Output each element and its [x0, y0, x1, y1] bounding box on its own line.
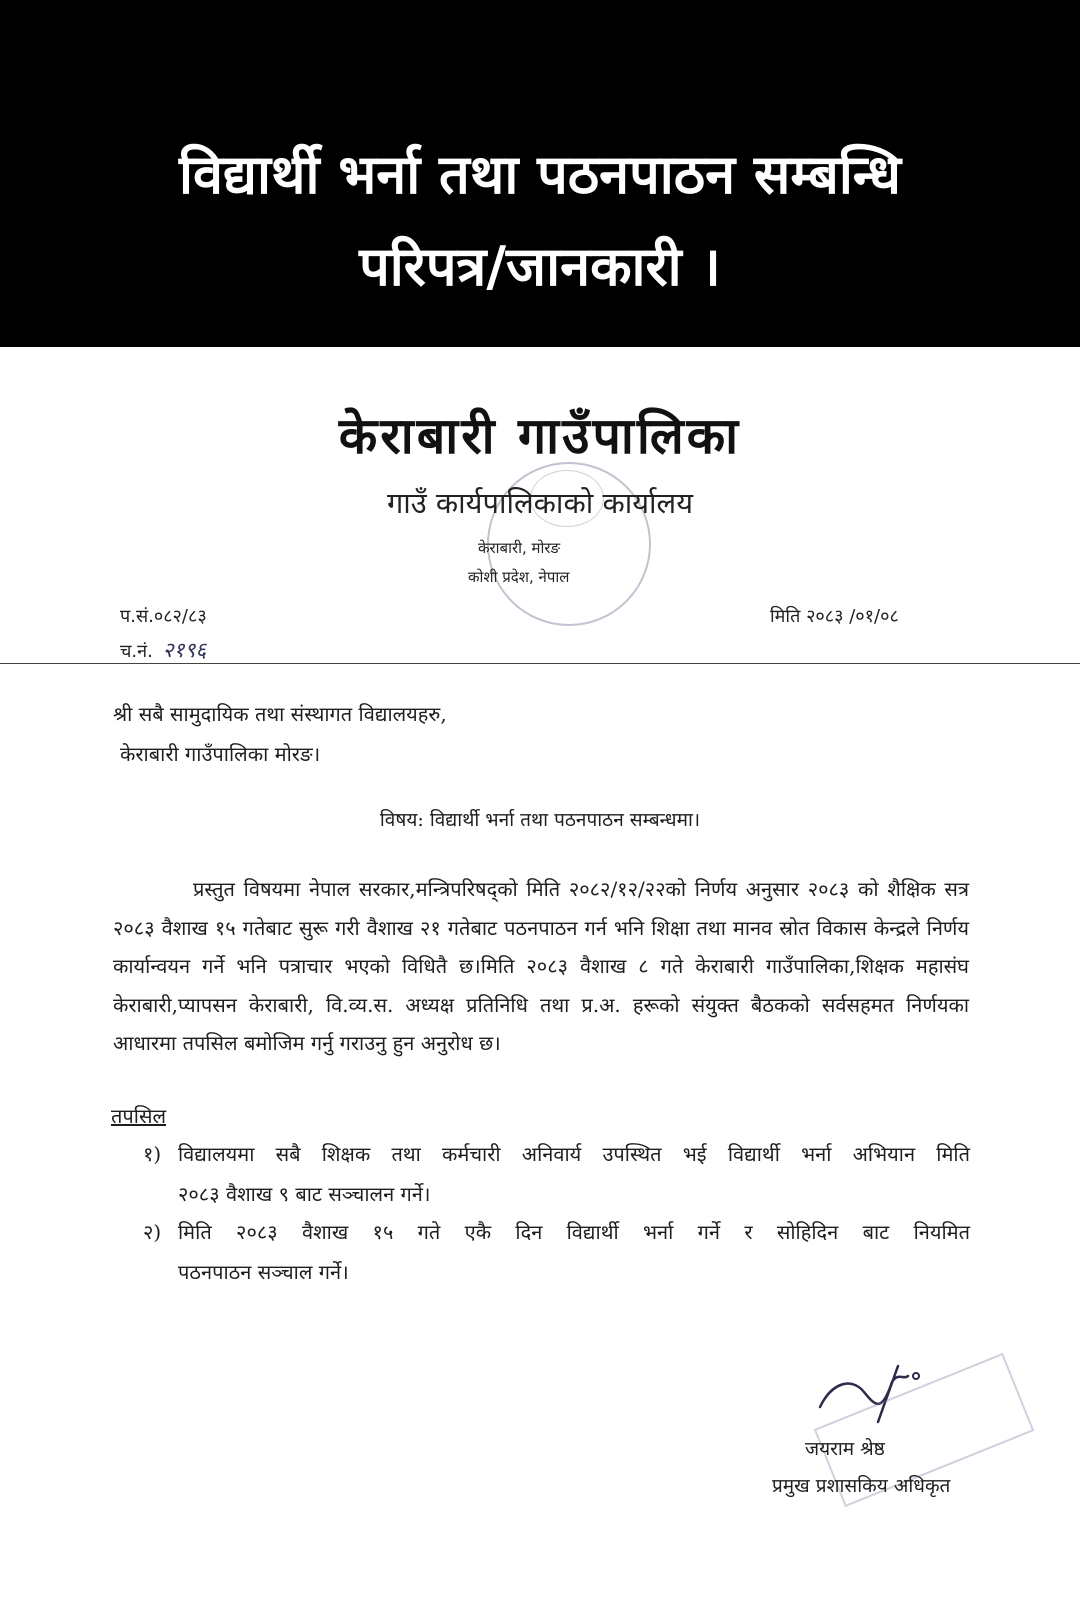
dispatch-label: च.नं. [120, 641, 153, 662]
recipient-line-1: श्री सबै सामुदायिक तथा संस्थागत विद्यालयहरु, [113, 702, 447, 726]
tapasil-item-2-number: २) [143, 1220, 162, 1244]
reference-number: प.सं.०८२/८३ [120, 606, 207, 627]
tapasil-item-1-line-2: २०८३ वैशाख ९ बाट सञ्चालन गर्ने। [178, 1182, 431, 1206]
address-line-2: कोशी प्रदेश, नेपाल [468, 568, 570, 586]
tapasil-heading: तपसिल [111, 1104, 167, 1128]
subject-line: विषय: विद्यार्थी भर्ना तथा पठनपाठन सम्बन्धमा। [379, 809, 701, 831]
letter-date: मिति २०८३ /०१/०८ [770, 606, 899, 627]
dispatch-number [120, 636, 206, 664]
banner-title-line-2: परिपत्र/जानकारी । [359, 235, 721, 298]
dispatch-value: २१९६ [162, 638, 207, 662]
header-divider [0, 663, 1080, 664]
signatory-designation: प्रमुख प्रशासकिय अधिकृत [772, 1475, 951, 1497]
body-paragraph: प्रस्तुत विषयमा नेपाल सरकार,मन्त्रिपरिषद्को मिति २०८२/१२/२२को निर्णय अनुसार २०८३ को शैक्षिक सत्र २०८३ वैशाख १५ गतेबाट सुरू गरी वैशाख २१ गतेबाट पठनपाठन गर्न भनि शिक्षा तथा मानव स्रोत विकास केन्द्रले निर्णय कार्यान्वयन गर्ने भनि पत्राचार भएको विधितै छ।मिति २०८३ वैशाख ८ गते केराबारी गाउँपालिका,शिक्षक महासंघ केराबारी,प्यापसन केराबारी, वि.व्य.स. अध्यक्ष प्रतिनिधि तथा प्र.अ. हरूको संयुक्त बैठकको सर्वसहमत निर्णयका आधारमा तपसिल बमोजिम गर्नु गराउनु हुन अनुरोध छ। [113, 877, 969, 1055]
recipient-line-2: केराबारी गाउँपालिका मोरङ। [120, 742, 321, 766]
banner-title-line-1: विद्यार्थी भर्ना तथा पठनपाठन सम्बन्धि [179, 143, 901, 206]
tapasil-item-2-line-2: पठनपाठन सञ्चाल गर्ने। [178, 1260, 349, 1284]
office-name: गाउँ कार्यपालिकाको कार्यालय [386, 486, 694, 520]
address-line-1: केराबारी, मोरङ [478, 539, 561, 557]
tapasil-item-2-line-1: मिति २०८३ वैशाख १५ गते एकै दिन विद्यार्थी भर्ना गर्ने र सोहिदिन बाट नियमित [178, 1220, 970, 1244]
signatory-name: जयराम श्रेष्ठ [805, 1438, 885, 1460]
org-name: केराबारी गाउँपालिका [338, 407, 742, 465]
tapasil-item-1-line-1: विद्यालयमा सबै शिक्षक तथा कर्मचारी अनिवार्य उपस्थित भई विद्यार्थी भर्ना अभियान मिति [178, 1142, 970, 1166]
tapasil-item-1-number: १) [143, 1142, 162, 1166]
